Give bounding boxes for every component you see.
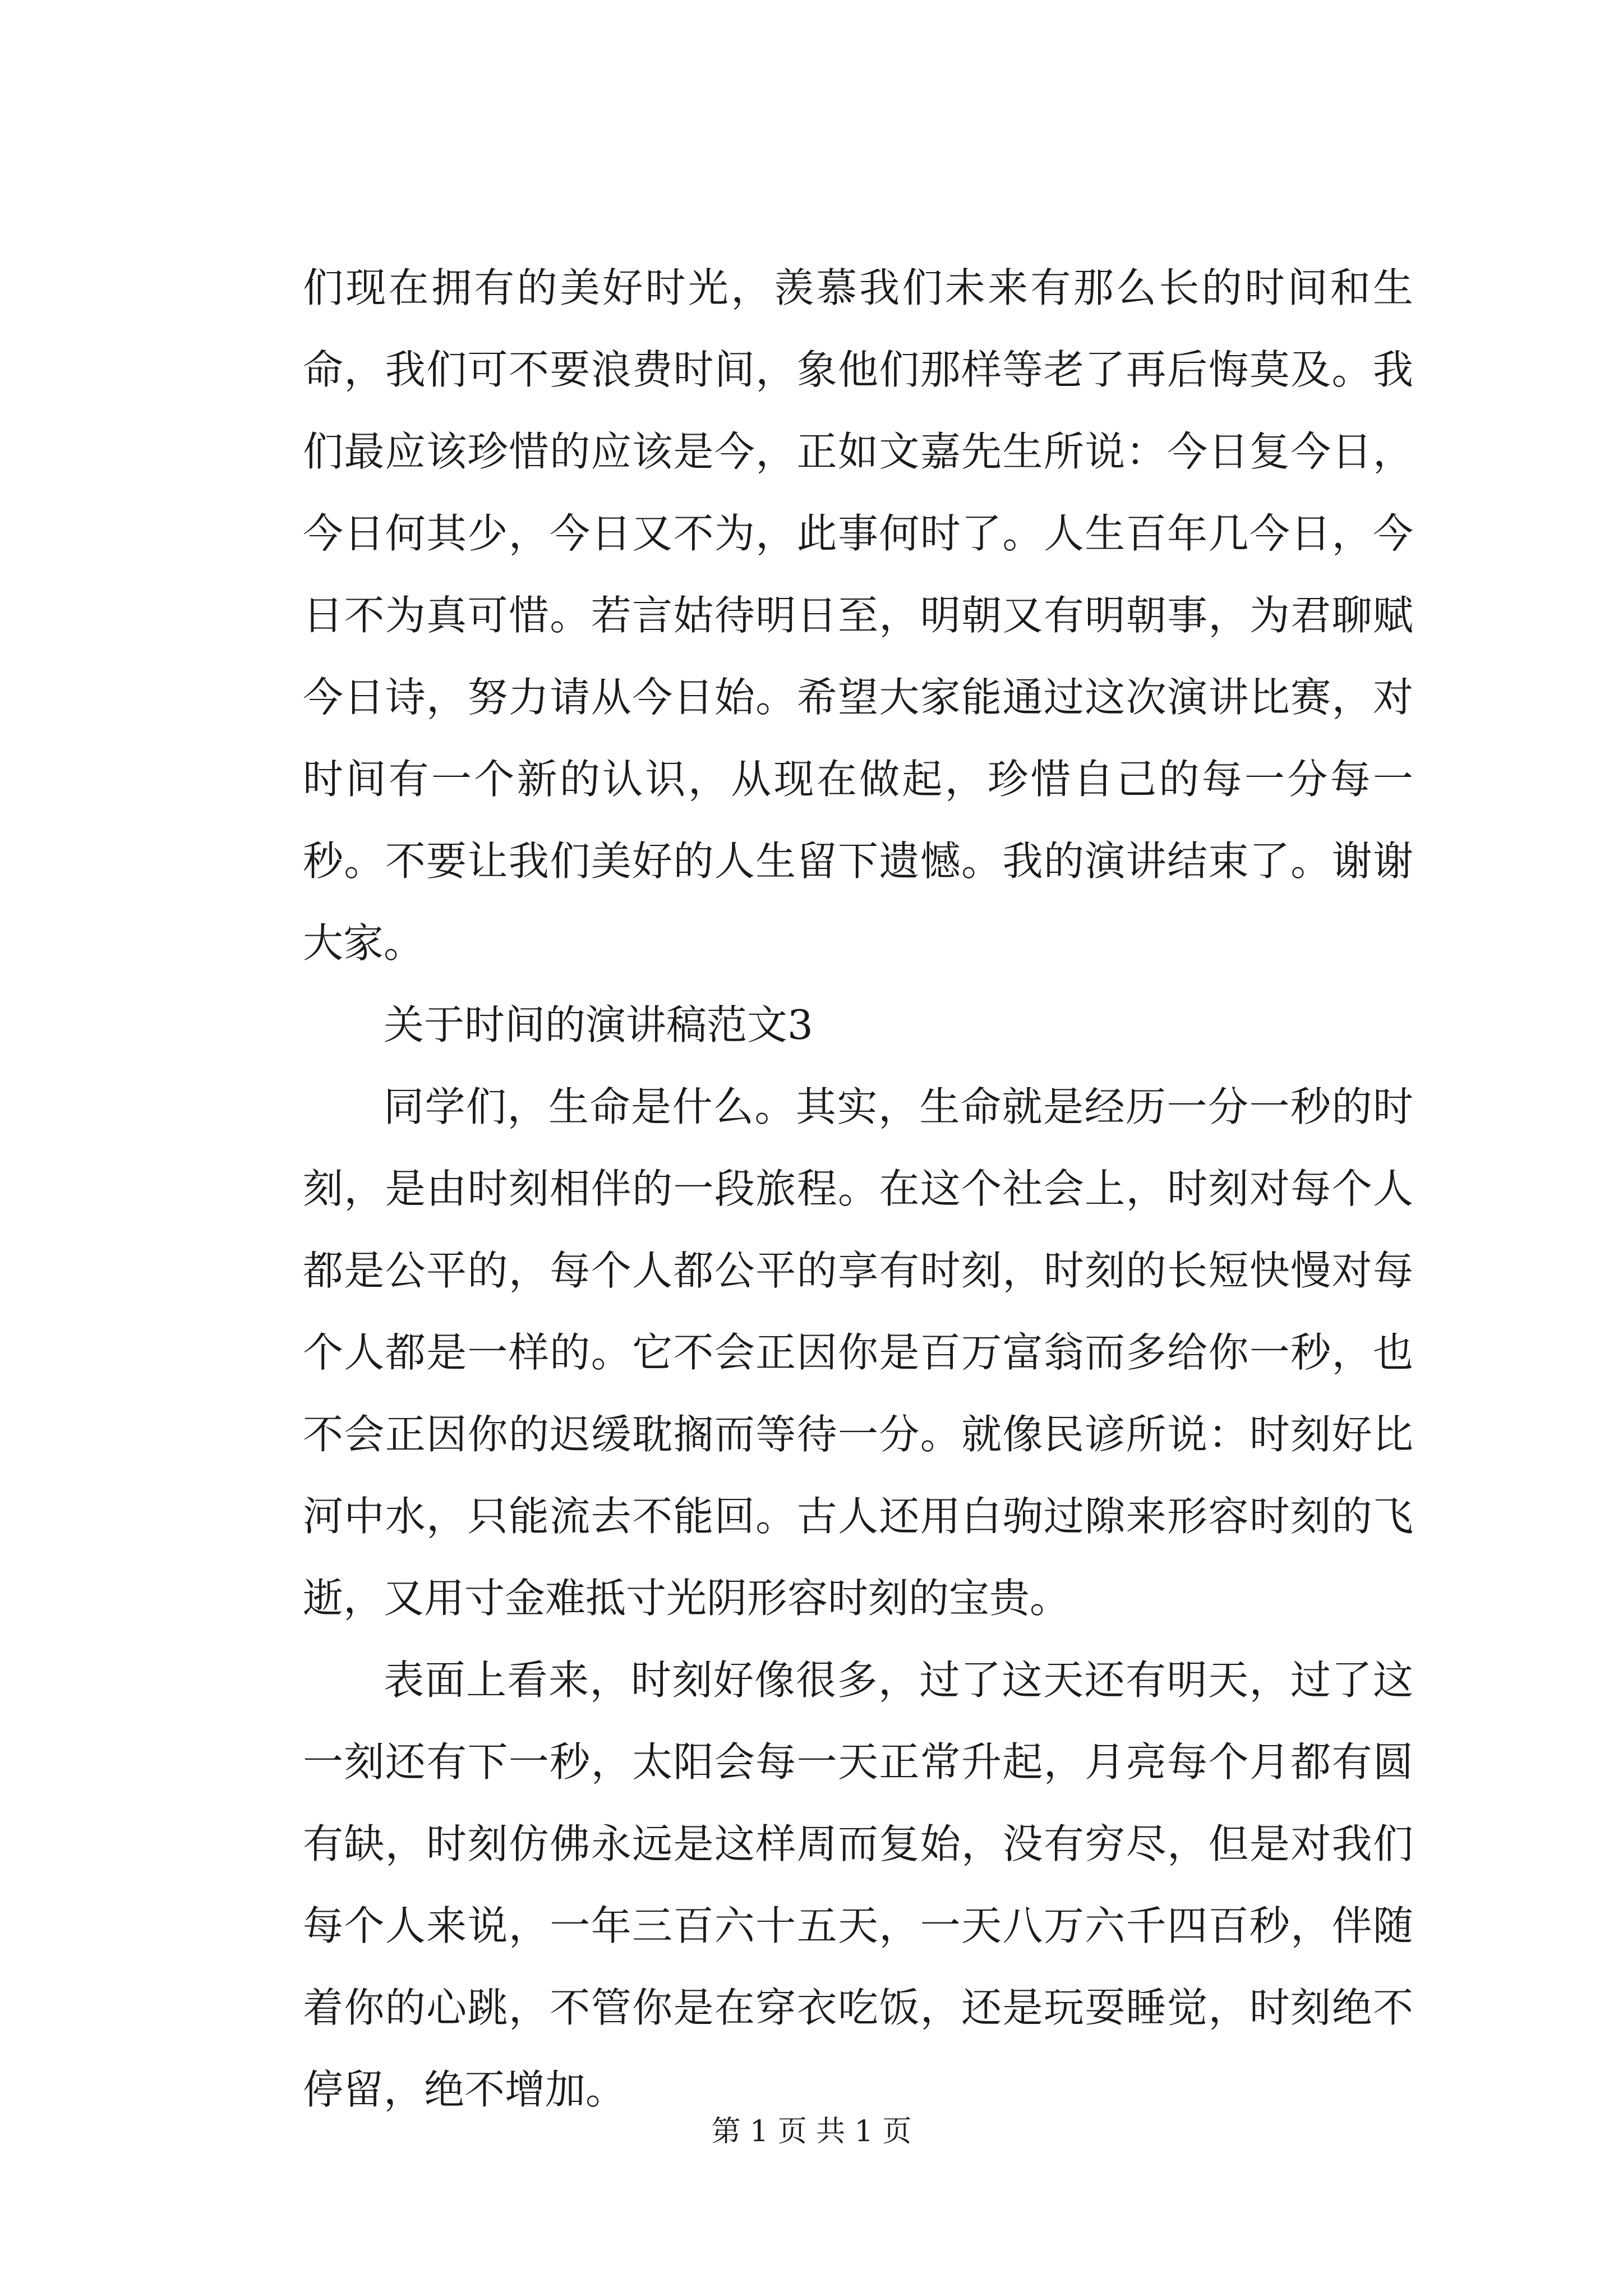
- paragraph: 表面上看来，时刻好像很多，过了这天还有明天，过了这一刻还有下一秒，太阳会每一天正常升起，月亮每个月都有圆有缺，时刻仿佛永远是这样周而复始，没有穷尽，但是对我们每个人来说，一年三百六十五天，一天八万六千四百秒，伴随着你的心跳，不管你是在穿衣吃饭，还是玩耍睡觉，时刻绝不停留，绝不增加。: [303, 1657, 1413, 2113]
- paragraph: 同学们，生命是什么。其实，生命就是经历一分一秒的时刻，是由时刻相伴的一段旅程。在这个社会上，时刻对每个人都是公平的，每个人都公平的享有时刻，时刻的长短快慢对每个人都是一样的。它不会正因你是百万富翁而多给你一秒，也不会正因你的迟缓耽搁而等待一分。就像民谚所说：时刻好比河中水，只能流去不能回。古人还用白驹过隙来形容时刻的飞逝，又用寸金难抵寸光阴形容时刻的宝贵。: [303, 1083, 1413, 1622]
- section-heading: 关于时间的演讲稿范文3: [384, 1001, 813, 1048]
- paragraph-continuation: 们现在拥有的美好时光，羡慕我们未来有那么长的时间和生命，我们可不要浪费时间，象他们那样等老了再后悔莫及。我们最应该珍惜的应该是今，正如文嘉先生所说：今日复今日，今日何其少，今日又不为，此事何时了。人生百年几今日，今日不为真可惜。若言姑待明日至，明朝又有明朝事，为君聊赋今日诗，努力请从今日始。希望大家能通过这次演讲比赛，对时间有一个新的认识，从现在做起，珍惜自己的每一分每一秒。不要让我们美好的人生留下遗憾。我的演讲结束了。谢谢大家。: [303, 264, 1413, 967]
- page-footer: 第 1 页 共 1 页: [711, 2115, 912, 2148]
- document-body: [303, 247, 1413, 2131]
